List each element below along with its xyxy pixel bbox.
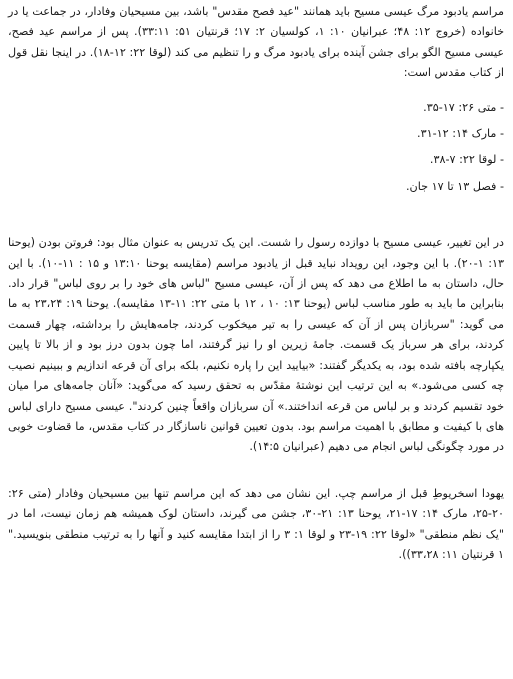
spacer	[8, 458, 504, 484]
scripture-reference-item: - فصل ۱۳ تا ۱۷ جان.	[405, 179, 504, 193]
scripture-reference-item: - لوقا ۲۲: ۷-۳۸.	[429, 153, 504, 167]
spacer	[8, 84, 504, 98]
scripture-reference-item: - مارک ۱۴: ۱۲-۳۱.	[417, 127, 504, 141]
changes-paragraph: در این تغییر، عیسی مسیح با دوازده رسول را شست. این یک تدریس به عنوان مثال بود: فروتن بودن (یوحنا ۱۳: ۱-۲۰). با این وجود، این رویداد نباید قبل از یادبود مراسم (مقایسه یوحنا ۱۳:۱۰ و ۱۵ : ۱۱-۱۰). با این حال، داستان به ما اطلاع می دهد که پس از آن، عیسی مسیح "لباس های خود را بر روی لباس" قرار داد. بنابراین ما باید به طور مناسب لباس (یوحنا ۱۳: ۱۰ ، ۱۲ با متی ۲۲: ۱۱-۱۳ مقایسه). یوحنا ۱۹: ۲۳،۲۴ به ما می گوید: "سربازان پس از آن که عیسی را به تیر میخکوب کردند، جامه‌هایش را برداشته، چهار قسمت کردند، برای هر سرباز یک قسمت. جامهٔ زیرین او را نیز گرفتند، اما چون بدون درز بود و از بالا تا پایین یکپارچه بافته شده بود، به یکدیگر گفتند: «بیایید این را پاره نکنیم، بلکه برای آن قرعه اندازیم و ببینیم نصیب چه کسی می‌شود.» به این ترتیب این نوشتهٔ مقدّس به تحقق رسید که می‌گوید: «آنان جامه‌های مرا میان خود تقسیم کردند و بر لباس من قرعه انداختند.» آن سربازان واقعاً چنین کردند". عیسی مسیح دارای لباس های با کیفیت و مطابق با اهمیت مراسم بود. بدون تعیین قوانین ناسازگار در کتاب مقدس، ما قضاوت خوبی در مورد چگونگی لباس انجام می دهیم (عبرانیان ۱۴:۵).	[8, 236, 505, 454]
spacer	[8, 203, 504, 233]
intro-paragraph: مراسم یادبود مرگ عیسی مسیح باید همانند "عید فصح مقدس" باشد، بین مسیحیان وفادار، در جماعت یا در خانواده (خروج ۱۲: ۴۸؛ عبرانیان ۱۰: ۱، کولسیان ۲: ۱۷؛ قرنتیان ۵۱: ۳۳:۱۱). پس از مراسم عید فصح، عیسی مسیح الگو برای جشن آینده برای یادبود مرگ و را تنظیم می کند (لوقا ۲۲: ۱۲-۱۸). در اینجا نقل قول از کتاب مقدس است:	[8, 5, 505, 80]
judas-paragraph: یهودا اسخریوطِ قبل از مراسم چپ. این نشان می دهد که این مراسم تنها بین مسیحیان وفادار (متی ۲۶: ۲۰-۲۵، مارک ۱۴: ۱۷-۲۱، یوحنا ۱۳: ۲۱-۳۰، جشن می گیرند، داستان لوک همیشه هم زمان نیست، اما در "یک نظم منطقی" «لوقا ۲۲: ۱۹-۲۳ و لوقا ۱: ۳ را از ابتدا مقایسه کنید و آنها را به ترتیب منطقی بنویسید." ۱ قرنتیان ۱۱: ۳۳،۲۸)).	[8, 486, 505, 561]
scripture-reference-item: - متی ۲۶: ۱۷-۳۵.	[423, 100, 504, 114]
scripture-reference-list	[8, 98, 504, 198]
